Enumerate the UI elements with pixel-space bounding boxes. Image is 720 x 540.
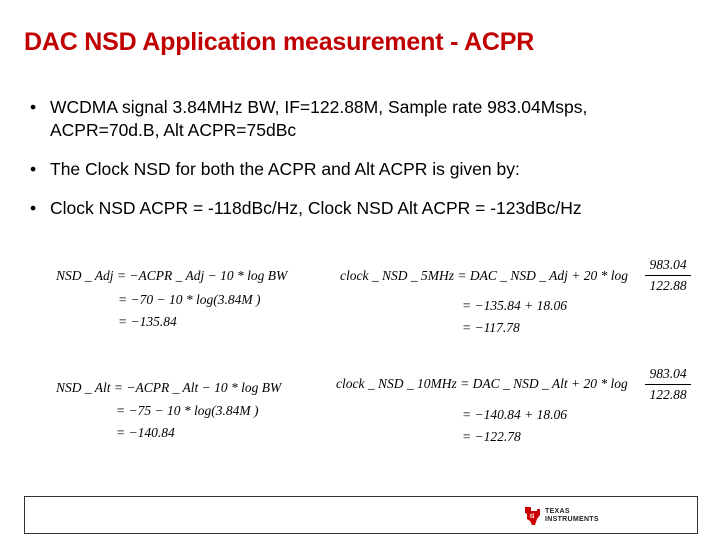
equation-clock-adj-line1: clock _ NSD _ 5MHz = DAC _ NSD _ Adj + 20 * log [340, 268, 628, 283]
equation-nsd-alt-line3: = −140.84 [116, 425, 175, 440]
ti-state-icon [522, 505, 542, 527]
bullet-dot-icon: • [30, 159, 37, 179]
texas-instruments-logo [522, 505, 599, 527]
equation-clock-alt-line1: clock _ NSD _ 10MHz = DAC _ NSD _ Alt + 20 * log [336, 376, 628, 391]
svg-text:ti: ti [529, 512, 535, 520]
equation-nsd-adj-line2: = −70 − 10 * log(3.84M ) [118, 292, 261, 307]
bullet-item: • Clock NSD ACPR = -118dBc/Hz, Clock NSD Alt ACPR = -123dBc/Hz [30, 198, 582, 218]
fraction-numerator: 983.04 [645, 257, 691, 276]
equation-clock-alt-fraction [645, 366, 691, 403]
equation-clock-adj-fraction [645, 257, 691, 294]
ti-logo-text: TEXAS INSTRUMENTS [545, 508, 599, 523]
equation-clock-adj-line3: = −117.78 [462, 320, 520, 335]
bullet-item: • The Clock NSD for both the ACPR and Alt ACPR is given by: [30, 159, 520, 179]
bullet-list [30, 96, 700, 236]
equation-clock-alt-line2: = −140.84 + 18.06 [462, 407, 567, 422]
bullet-dot-icon: • [30, 97, 37, 117]
equation-nsd-alt-line1: NSD _ Alt = −ACPR _ Alt − 10 * log BW [56, 380, 282, 395]
fraction-numerator: 983.04 [645, 366, 691, 385]
bullet-item: • WCDMA signal 3.84MHz BW, IF=122.88M, Sample rate 983.04Msps, ACPR=70d.B, Alt ACPR=75dBc [30, 97, 588, 140]
fraction-denominator: 122.88 [649, 278, 687, 293]
equation-clock-adj-line2: = −135.84 + 18.06 [462, 298, 567, 313]
bullet-dot-icon: • [30, 198, 37, 218]
fraction-denominator: 122.88 [649, 387, 687, 402]
slide-title: DAC NSD Application measurement - ACPR [24, 28, 535, 56]
equation-nsd-adj-line1: NSD _ Adj = −ACPR _ Adj − 10 * log BW [56, 268, 288, 283]
equation-nsd-alt-line2: = −75 − 10 * log(3.84M ) [116, 403, 259, 418]
equation-clock-alt-line3: = −122.78 [462, 429, 521, 444]
equation-nsd-adj-line3: = −135.84 [118, 314, 177, 329]
